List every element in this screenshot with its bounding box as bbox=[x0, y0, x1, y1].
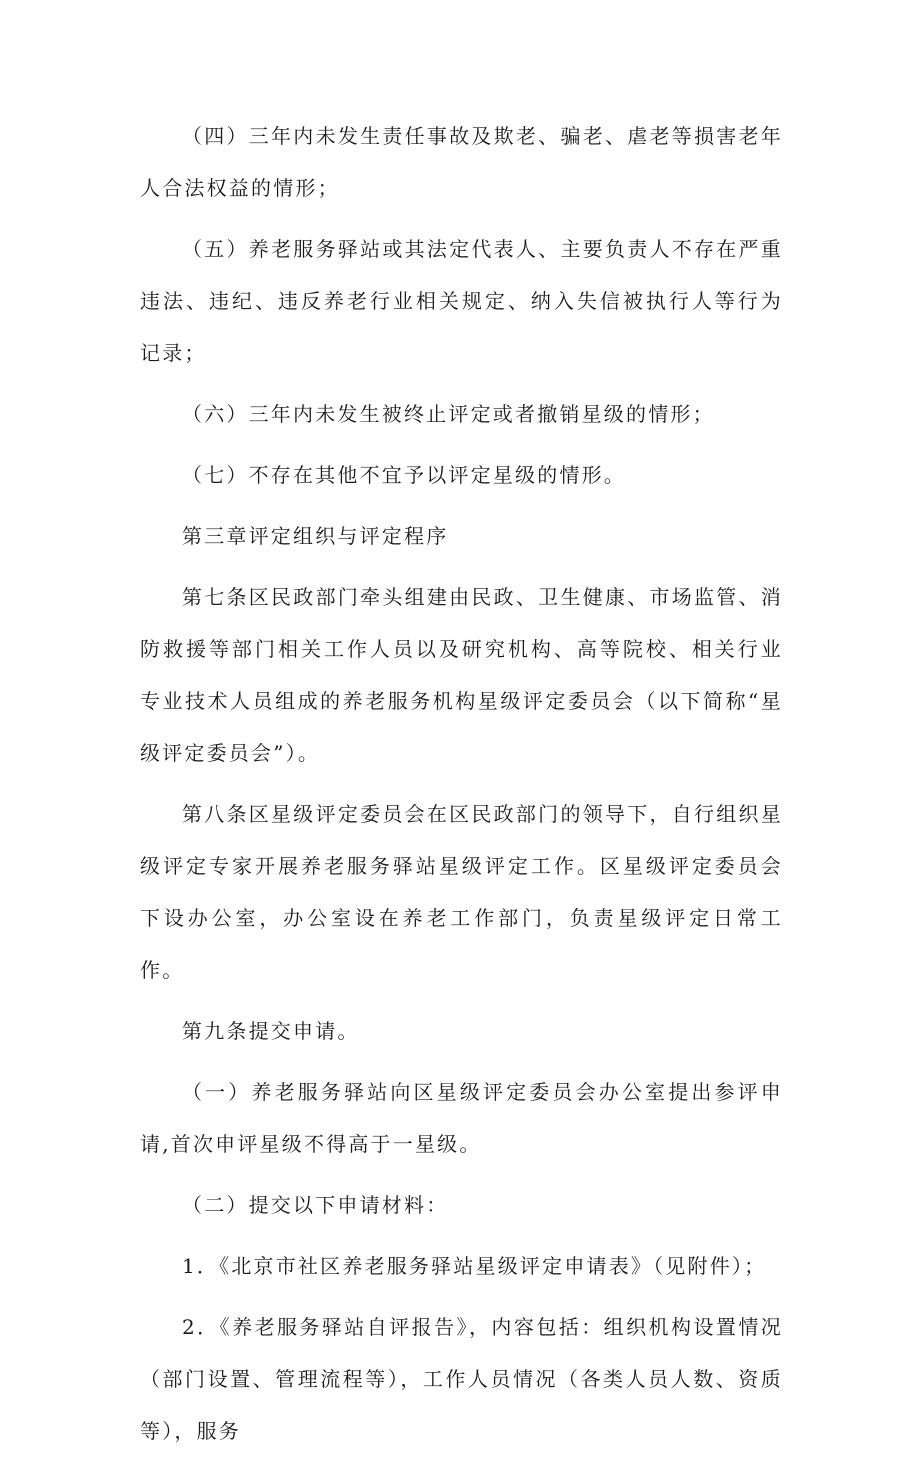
clause-four: （四）三年内未发生责任事故及欺老、骗老、虐老等损害老年人合法权益的情形； bbox=[140, 124, 783, 200]
material-item-2: 2．《养老服务驿站自评报告》，内容包括：组织机构设置情况（部门设置、管理流程等），工作人员情况（各类人员人数、资质等），服务 bbox=[140, 1315, 783, 1443]
sub-clause-two: （二）提交以下申请材料： bbox=[182, 1193, 449, 1217]
chapter-heading: 第三章评定组织与评定程序 bbox=[182, 524, 449, 548]
article-seven: 第七条区民政部门牵头组建由民政、卫生健康、市场监管、消防救援等部门相关工作人员以及研究机构、高等院校、相关行业专业技术人员组成的养老服务机构星级评定委员会（以下简称“星级评定委员会”）。 bbox=[140, 585, 783, 765]
clause-six: （六）三年内未发生被终止评定或者撤销星级的情形； bbox=[182, 402, 715, 426]
article-nine: 第九条提交申请。 bbox=[182, 1019, 360, 1043]
document-body bbox=[140, 110, 783, 1466]
clause-five: （五）养老服务驿站或其法定代表人、主要负责人不存在严重违法、违纪、违反养老行业相关规定、纳入失信被执行人等行为记录； bbox=[140, 237, 783, 365]
material-item-1: 1．《北京市社区养老服务驿站星级评定申请表》（见附件）； bbox=[182, 1254, 767, 1278]
sub-clause-one: （一）养老服务驿站向区星级评定委员会办公室提出参评申请,首次申评星级不得高于一星级。 bbox=[140, 1080, 783, 1156]
article-eight: 第八条区星级评定委员会在区民政部门的领导下，自行组织星级评定专家开展养老服务驿站星级评定工作。区星级评定委员会下设办公室，办公室设在养老工作部门，负责星级评定日常工作。 bbox=[140, 802, 783, 982]
clause-seven: （七）不存在其他不宜予以评定星级的情形。 bbox=[182, 463, 626, 487]
